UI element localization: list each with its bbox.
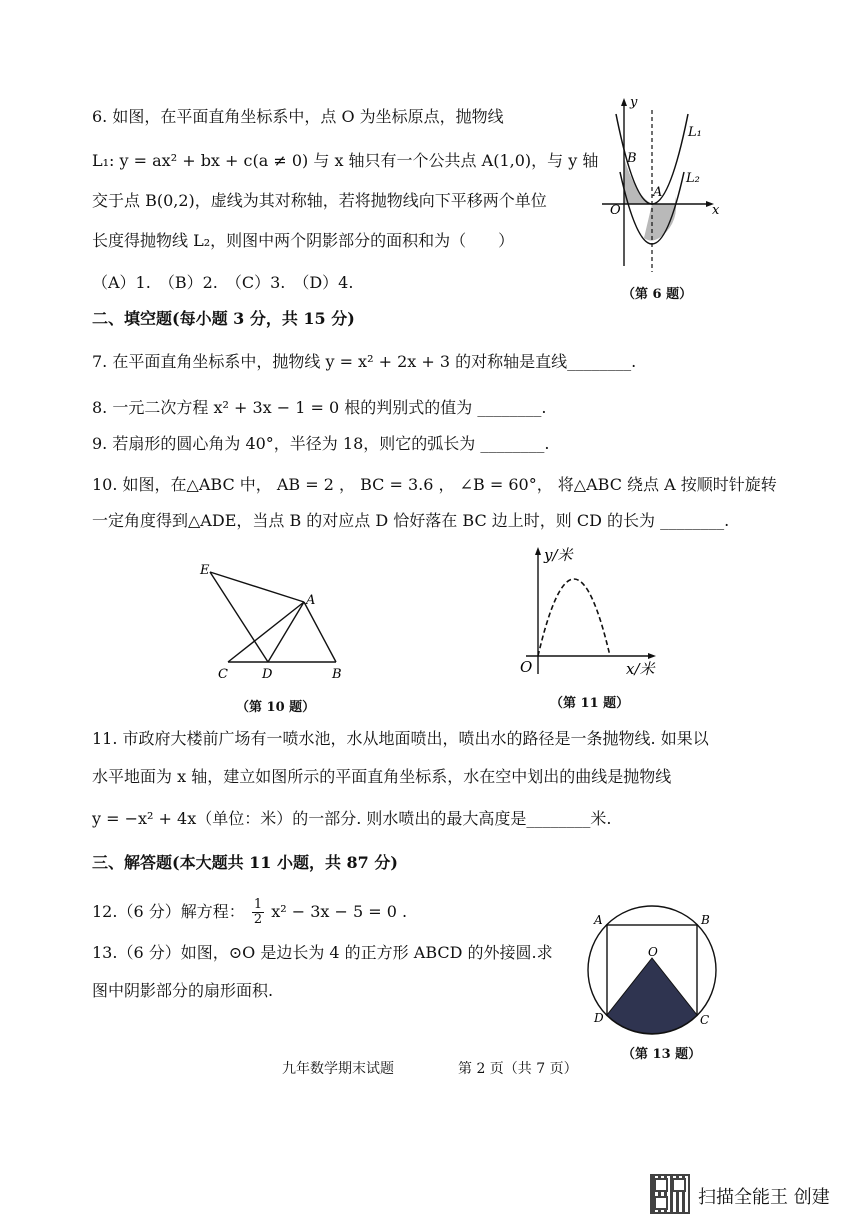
- q6-caption: （第 6 题）: [622, 287, 693, 302]
- q6-label-y: y: [630, 95, 638, 110]
- q11-label-y: y/米: [544, 546, 573, 564]
- q12-prefix: 12.（6 分）解方程：: [92, 902, 245, 921]
- q11-x-arrow: [648, 653, 656, 659]
- q13-caption: （第 13 题）: [622, 1047, 702, 1062]
- q13-figure: [580, 900, 720, 1035]
- footer-exam-title: 九年数学期末试题: [282, 1061, 394, 1077]
- q13-label-d: D: [594, 1011, 604, 1025]
- q13-shaded-sector: [607, 958, 697, 1033]
- q6-label-o: O: [610, 203, 621, 218]
- q8: 8. 一元二次方程 x² + 3x − 1 = 0 根的判别式的值为 ________.: [92, 398, 547, 417]
- q6-line-3: 交于点 B(0,2)，虚线为其对称轴，若将抛物线向下平移两个单位: [92, 191, 547, 210]
- q10-label-c: C: [218, 667, 228, 682]
- q12-fraction: [252, 898, 264, 927]
- q11-line-3: y = −x² + 4x（单位：米）的一部分. 则水喷出的最大高度是________米.: [92, 809, 612, 828]
- q6-label-x: x: [712, 203, 720, 218]
- q11-label-x: x/米: [626, 660, 655, 678]
- q13-label-a: A: [594, 913, 603, 927]
- q9: 9. 若扇形的圆心角为 40°，半径为 18，则它的弧长为 ________.: [92, 434, 550, 453]
- q10-seg-ac: [228, 602, 304, 662]
- q6-y-arrow: [621, 98, 627, 106]
- q10-seg-ea: [210, 572, 304, 602]
- q6-figure: [600, 96, 730, 276]
- q11-line-1: 11. 市政府大楼前广场有一喷水池，水从地面喷出，喷出水的路径是一条抛物线. 如果以: [92, 729, 709, 748]
- qr-code-icon: [652, 1176, 688, 1212]
- q6-line-2: L₁: y = ax² + bx + c(a ≠ 0) 与 x 轴只有一个公共点 A(1,0)，与 y 轴: [92, 151, 599, 170]
- q13-line-1: 13.（6 分）如图，⊙O 是边长为 4 的正方形 ABCD 的外接圆.求: [92, 943, 553, 962]
- q10-seg-ab: [304, 602, 336, 662]
- q12: [92, 898, 407, 927]
- q6-label-b: B: [627, 151, 637, 166]
- q6-options: （A）1. （B）2. （C）3. （D）4.: [92, 273, 354, 292]
- q10-label-d: D: [262, 667, 273, 682]
- q10-label-e: E: [200, 563, 210, 578]
- scanner-watermark: 扫描全能王 创建: [698, 1187, 830, 1208]
- q10-label-a: A: [306, 593, 316, 608]
- footer-page-number: 第 2 页（共 7 页）: [458, 1061, 578, 1077]
- section-3-heading: 三、解答题(本大题共 11 小题，共 87 分): [92, 853, 398, 872]
- q10-line-1: 10. 如图，在△ABC 中， AB = 2 ， BC = 3.6 ， ∠B = 60°， 将△ABC 绕点 A 按顺时针旋转: [92, 475, 777, 494]
- q13-label-o: O: [648, 945, 658, 959]
- q12-numerator: 1: [253, 897, 263, 912]
- q6-label-l1: L₁: [688, 125, 702, 140]
- q13-label-b: B: [701, 913, 710, 927]
- q11-caption: （第 11 题）: [550, 696, 630, 711]
- q6-line-4: 长度得抛物线 L₂，则图中两个阴影部分的面积和为（ ）: [92, 231, 515, 250]
- q11-figure: [506, 544, 676, 684]
- q7: 7. 在平面直角坐标系中，抛物线 y = x² + 2x + 3 的对称轴是直线________.: [92, 352, 637, 371]
- q10-seg-ad: [268, 602, 304, 662]
- q11-water-curve: [538, 579, 610, 656]
- q10-figure: [196, 560, 356, 690]
- q13-line-2: 图中阴影部分的扇形面积.: [92, 981, 274, 1000]
- q6-label-a: A: [653, 185, 663, 200]
- q12-rest: x² − 3x − 5 = 0 .: [271, 902, 408, 921]
- q10-seg-ed: [210, 572, 268, 662]
- q11-line-2: 水平地面为 x 轴，建立如图所示的平面直角坐标系，水在空中划出的曲线是抛物线: [92, 767, 672, 786]
- q13-label-c: C: [700, 1013, 710, 1027]
- q11-y-arrow: [535, 547, 541, 555]
- section-2-heading: 二、填空题(每小题 3 分，共 15 分): [92, 309, 355, 328]
- q6-label-l2: L₂: [686, 171, 700, 186]
- q10-caption: （第 10 题）: [236, 700, 316, 715]
- q10-label-b: B: [332, 667, 342, 682]
- q11-label-o: O: [520, 658, 533, 676]
- q12-denominator: 2: [253, 912, 263, 927]
- q10-line-2: 一定角度得到△ADE，当点 B 的对应点 D 恰好落在 BC 边上时，则 CD 的长为 ________.: [92, 511, 730, 530]
- q6-line-1: 6. 如图，在平面直角坐标系中，点 O 为坐标原点，抛物线: [92, 107, 504, 126]
